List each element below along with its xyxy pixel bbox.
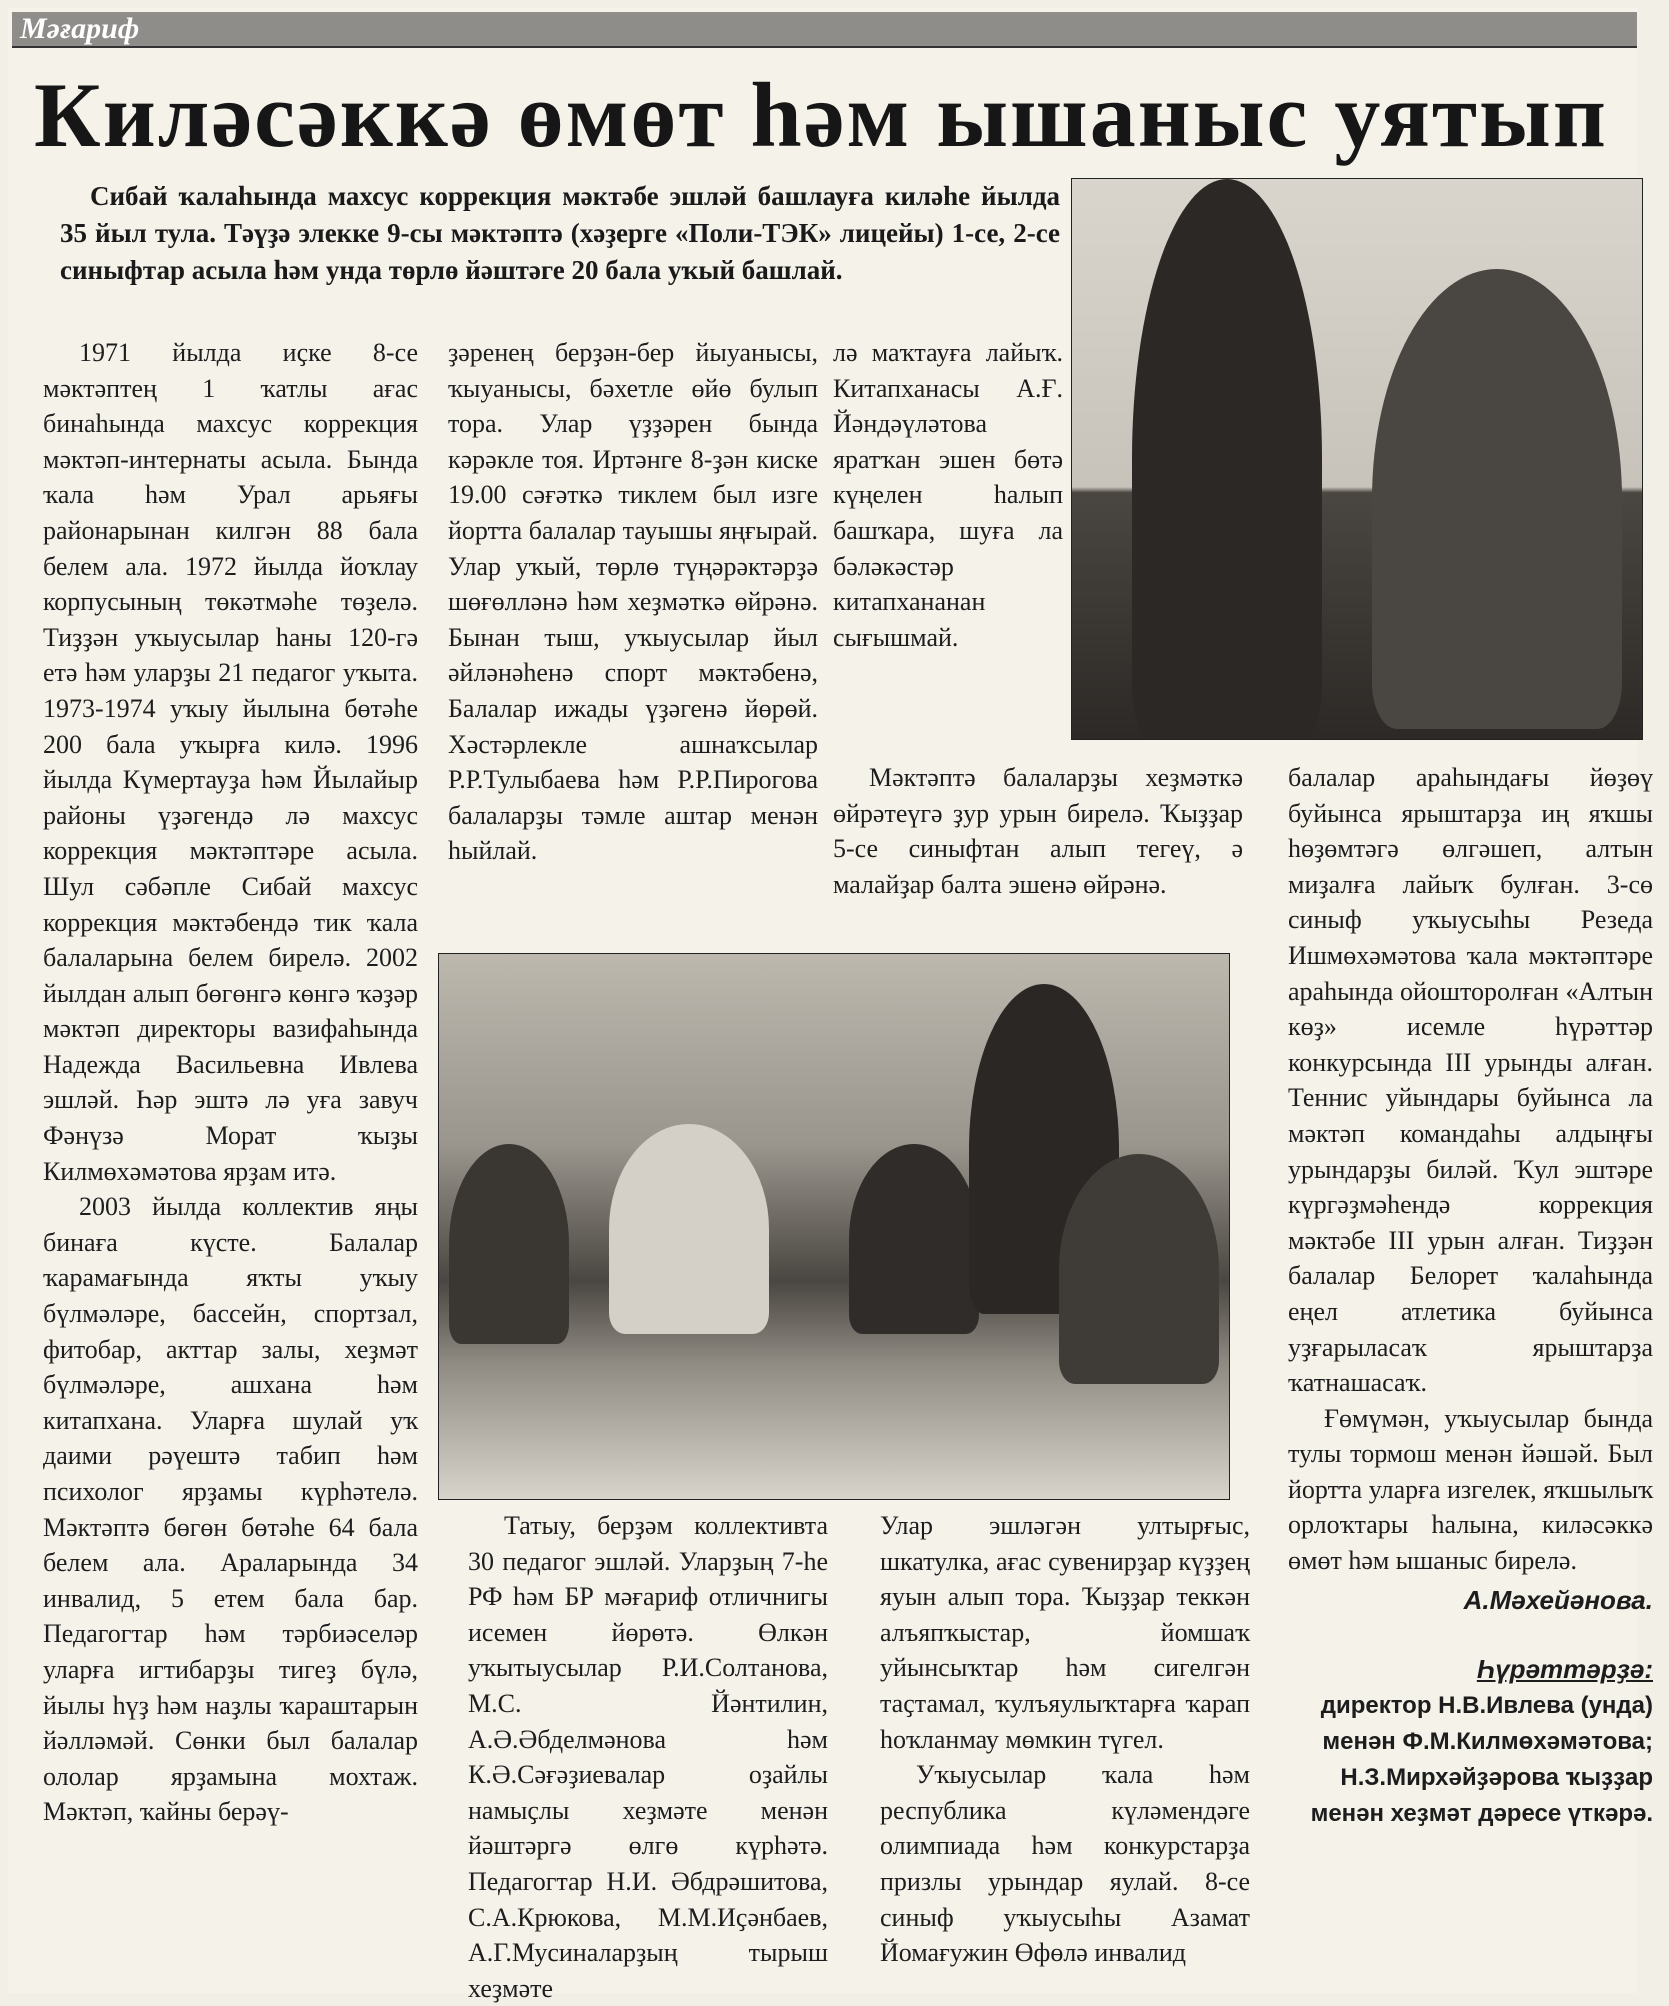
paragraph: балалар араһындағы йөҙөү буйынса ярыштарҙа иң яҡшы һөҙөмтәгә өлгәшеп, алтын миҙалға лайыҡ булған. 3-сө синыф уҡыусыһы Резеда Ишмөхәмәтова ҡала мәктәптәре араһында ойошторолған «Алтын көҙ» исемле һүрәттәр конкурсында III урынды алған. Теннис уйындары буйынса ла мәктәп командаһы алдыңғы урындарҙы биләй. Ҡул эштәре күргәҙмәһендә коррекция мәктәбе III урын алған. Тиҙҙән балалар Белорет ҡалаһында еңел атлетика буйынса уҙғарыласаҡ ярыштарҙа ҡатнашасаҡ. (1288, 763, 1653, 1398)
column-4 (1288, 760, 1653, 1980)
column-3-middle (833, 760, 1243, 940)
newspaper-page (8, 8, 1653, 2003)
article-lead: Сибай ҡалаһында махсус коррекция мәктәбе эшләй башлауға киләһе йылда 35 йыл тула. Тәүҙә элекке 9-сы мәктәптә (хәҙерге «Поли-ТЭК» лицейы) 1-се, 2-се синыфтар асыла һәм унда төрлө йәштәге 20 бала уҡый башлай. (60, 181, 1060, 285)
figure-child (849, 1144, 979, 1334)
photo-credit-title: Һүрәттәрҙә: (1476, 1654, 1653, 1685)
paragraph: 2003 йылда коллектив яңы бинаға күсте. Балалар ҡарамағында яҡты уҡыу бүлмәләре, бассейн, спортзал, фитобар, акттар залы, хеҙмәт бүлмәләре, ашхана һәм китапхана. Уларға шулай уҡ даими рәүештә табип һәм психолог ярҙамы күрһәтелә. Мәктәптә бөгөн бөтәһе 64 бала белем ала. Араларында 34 инвалид, 5 етем бала бар. Педагогтар һәм тәрбиәселәр уларға игтибарҙы тигеҙ бүлә, йылы һүҙ һәм наҙлы ҡараштарын йәлләмәй. Сөнки был балалар ололар ярҙамына мохтаж. Мәктәп, ҡайны берәү- (43, 1192, 418, 1827)
column-3-bottom (880, 1508, 1250, 1988)
paragraph: 1971 йылда иҫке 8-се мәктәптең 1 ҡатлы ағас бинаһында махсус коррекция мәктәп-интернаты асыла. Бында ҡала һәм Урал арьяғы районарынан килгән 88 бала белем ала. 1972 йылда йоҡлау корпусының төкәтмәһе төҙелә. Тиҙҙән уҡыусылар һаны 120-гә етә һәм уларҙы 21 педагог уҡыта. 1973-1974 уҡыу йылына бөтәһе 200 бала уҡырға килә. 1996 йылда Күмертауҙа һәм Йылайыр районы үҙәгендә лә махсус коррекция мәктәптәре асыла. Шул сәбәпле Сибай махсус коррекция мәктәбендә тик ҡала балаларына белем бирелә. 2002 йылдан алып бөгөнгә көнгә ҡәҙәр мәктәп директоры вазифаһында Надежда Васильевна Ивлева эшләй. Һәр эштә лә уға завуч Фәнүзә Морат ҡыҙы Килмөхәмәтова ярҙам итә. (43, 338, 418, 1186)
photo-sewing-class (438, 953, 1230, 1500)
paragraph: Уҡыусылар ҡала һәм республика күләмендәге олимпиада һәм конкурстарҙа призлы урындар яулай. 8-се синыф уҡыусыһы Азамат Йомағужин Өфөлә инвалид (880, 1760, 1250, 1968)
section-rubric (12, 12, 1637, 48)
rubric-label: Мәғариф (20, 12, 140, 45)
article-headline: Киләсәккә өмөт һәм ышаныс уятып (34, 64, 1608, 166)
photo-director-and-teacher (1071, 178, 1643, 740)
column-1 (43, 335, 418, 1985)
column-2-top (448, 335, 818, 925)
column-3-top (833, 335, 1063, 755)
figure-child (609, 1124, 769, 1334)
paragraph: лә маҡтауға лайыҡ. Китапханасы А.Ғ. Йәндәүләтова яратҡан эшен бөтә күңелен һалып башҡара, шуға ла бәләкәстәр китапхананан сығышмай. (833, 338, 1063, 652)
figure-child (449, 1144, 569, 1344)
figure-standing-woman (1132, 179, 1322, 739)
paragraph: Мәктәптә балаларҙы хеҙмәткә өйрәтеүгә ҙур урын бирелә. Ҡыҙҙар 5-се синыфтан алып тегеү, ә малайҙар балта эшенә өйрәнә. (833, 763, 1243, 899)
author-signature: А.Мәхейәнова. (1463, 1584, 1653, 1615)
paragraph: Улар эшләгән ултырғыс, шкатулка, ағас сувенирҙар күҙҙең яуын алып тора. Ҡыҙҙар теккән алъяпҡыстар, йомшаҡ уйынсыҡтар һәм сигелгән таҫтамал, ҡулъяулыҡтарға ҡарап һоҡланмау мөмкин түгел. (880, 1511, 1250, 1754)
figure-child (1059, 1154, 1219, 1384)
column-2-bottom (468, 1508, 828, 2003)
paragraph: ҙәренең берҙән-бер йыуанысы, ҡыуанысы, бәхетле өйө булып тора. Улар үҙҙәрен бында кәрәкле тоя. Иртәнге 8-ҙән киске 19.00 сәғәткә тиклем был изге йортта балалар тауышы яңғырай. Улар уҡый, төрлө түңәрәктәрҙә шөғөлләнә һәм хеҙмәткә өйрәнә. Бынан тыш, уҡыусылар йыл әйләнәһенә спорт мәктәбенә, Балалар ижады үҙәгенә йөрөй. Хәстәрлекле ашнаҡсылар Р.Р.Тулыбаева һәм Р.Р.Пирогова балаларҙы тәмле аштар менән һыйлай. (448, 338, 818, 866)
photo-credit-text: директор Н.В.Ивлева (унда) менән Ф.М.Килмөхәмәтова; Н.З.Мирхәйҙәрова ҡыҙҙар менән хеҙмәт дәресе үткәрә. (1310, 1691, 1653, 1827)
paragraph: Татыу, берҙәм коллективта 30 педагог эшләй. Уларҙың 7-һе РФ һәм БР мәғариф отличнигы исемен йөрөтә. Өлкән уҡытыусылар Р.И.Солтанова, М.С. Йәнтилин, А.Ә.Әбделмәнова һәм К.Ә.Сәғәҙиевалар оҙайлы намыҫлы хеҙмәте менән йәштәргә өлгө күрһәтә. Педагогтар Н.И. Әбдрәшитова, С.А.Крюкова, М.М.Иҫәнбаев, А.Г.Мусиналарҙың тырыш хеҙмәте (468, 1511, 828, 2003)
figure-seated-woman (1372, 269, 1622, 729)
paragraph: Ғөмүмән, уҡыусылар бында тулы тормош менән йәшәй. Был йортта уларға изгелек, яҡшылыҡ орлоҡтары һалына, киләсәккә өмөт һәм ышаныс бирелә. (1288, 1403, 1653, 1576)
